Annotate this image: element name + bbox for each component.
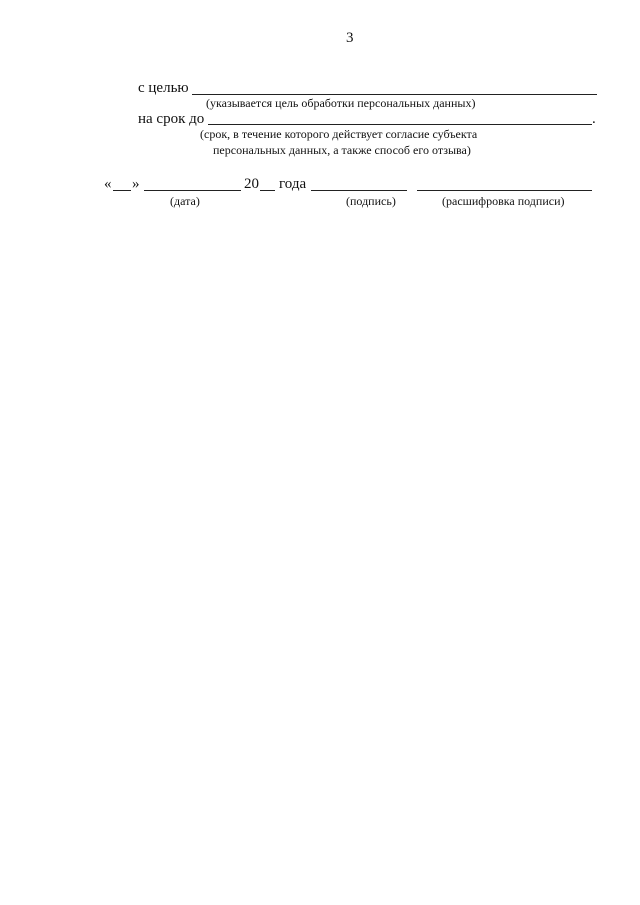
decoding-blank-line bbox=[417, 190, 592, 191]
purpose-label: с целью bbox=[138, 80, 189, 96]
date-quote-open: « bbox=[104, 176, 112, 192]
date-quote-close: » bbox=[132, 176, 140, 192]
purpose-hint: (указывается цель обработки персональных данных) bbox=[206, 96, 476, 110]
term-end-mark: . bbox=[592, 111, 596, 127]
term-hint-line1: (срок, в течение которого действует согласие субъекта bbox=[200, 127, 478, 141]
term-blank-line bbox=[208, 124, 592, 125]
year-prefix: 20 bbox=[244, 176, 259, 192]
term-hint-line2: персональных данных, а также способ его отзыва) bbox=[213, 143, 471, 157]
year-suffix: года bbox=[279, 176, 307, 192]
signature-blank-line bbox=[311, 190, 407, 191]
day-blank-line bbox=[113, 190, 131, 191]
caption-date: (дата) bbox=[170, 194, 200, 208]
caption-signature: (подпись) bbox=[346, 194, 396, 208]
year-blank-line bbox=[260, 190, 275, 191]
month-blank-line bbox=[144, 190, 241, 191]
page-number: 3 bbox=[346, 30, 354, 46]
purpose-blank-line bbox=[192, 94, 597, 95]
term-label: на срок до bbox=[138, 111, 205, 127]
caption-decoding: (расшифровка подписи) bbox=[442, 194, 565, 208]
